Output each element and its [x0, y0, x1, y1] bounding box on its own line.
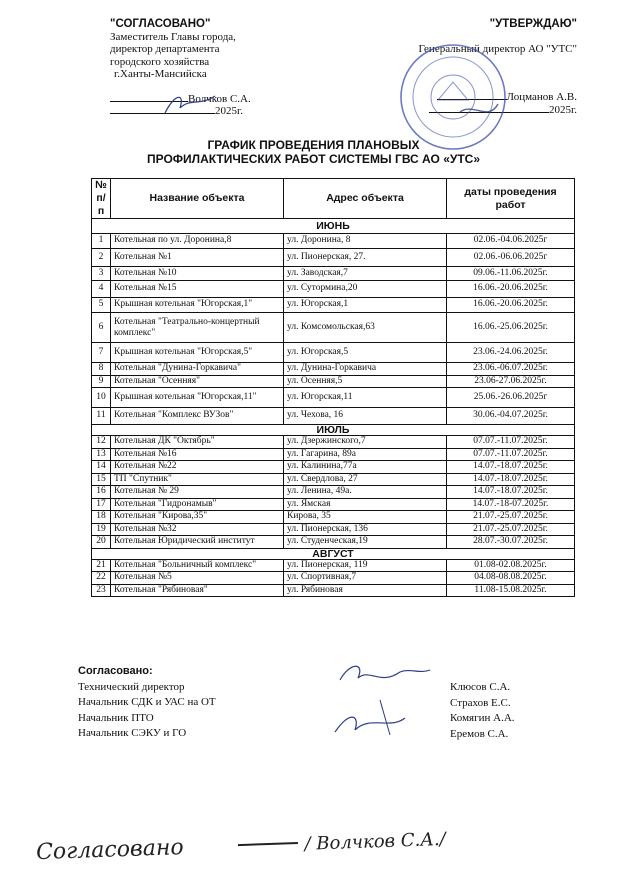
- cell-number: 7: [92, 343, 111, 363]
- approve-signer: Лоцманов А.В.: [506, 91, 577, 103]
- table-header-row: [92, 179, 575, 219]
- cell-number: 15: [92, 473, 111, 486]
- table-row: [92, 536, 575, 549]
- cell-address: ул. Югорская,11: [284, 388, 447, 408]
- month-label: ИЮНЬ: [92, 219, 575, 234]
- cell-address: ул. Сутормина,20: [284, 281, 447, 298]
- table-row: [92, 388, 575, 408]
- cell-object-name: Котельная №16: [111, 448, 284, 461]
- table-row: [92, 298, 575, 313]
- company-stamp-icon: [398, 42, 508, 152]
- cell-address: ул. Комсомольская,63: [284, 313, 447, 343]
- table-body: [92, 219, 575, 597]
- cell-dates: 14.07.-18-07.2025г.: [447, 498, 575, 511]
- cell-number: 14: [92, 461, 111, 474]
- cell-dates: 02.06.-06.06.2025г: [447, 249, 575, 267]
- table-row: [92, 375, 575, 388]
- cell-object-name: Котельная ДК "Октябрь": [111, 436, 284, 449]
- approve-year: 2025г.: [548, 103, 577, 116]
- cell-dates: 21.07.-25.07.2025г.: [447, 523, 575, 536]
- cell-object-name: Котельная "Дунина-Горкавича": [111, 363, 284, 376]
- table-row: [92, 408, 575, 425]
- cell-dates: 04.08-08.08.2025г.: [447, 572, 575, 585]
- cell-object-name: Котельная №15: [111, 281, 284, 298]
- cell-dates: 23.06.-24.06.2025г.: [447, 343, 575, 363]
- agreed-position-line4: г.Ханты-Мансийска: [114, 68, 207, 80]
- cell-number: 22: [92, 572, 111, 585]
- table-row: [92, 559, 575, 572]
- cell-address: ул. Заводская,7: [284, 267, 447, 281]
- cell-object-name: Крышная котельная "Югорская,5": [111, 343, 284, 363]
- cell-object-name: Котельная по ул. Доронина,8: [111, 234, 284, 249]
- cell-number: 23: [92, 584, 111, 597]
- agreed-date-line: [110, 105, 330, 118]
- cell-number: 3: [92, 267, 111, 281]
- cell-dates: 25.06.-26.06.2025г: [447, 388, 575, 408]
- agreed-signature-line: [110, 93, 330, 106]
- cell-number: 21: [92, 559, 111, 572]
- cell-object-name: Котельная "Больничный комплекс": [111, 559, 284, 572]
- footer-role: Начальник СЭКУ и ГО: [78, 727, 187, 739]
- cell-dates: 14.07.-18.07.2025г.: [447, 461, 575, 474]
- cell-address: ул. Спортивная,7: [284, 572, 447, 585]
- cell-number: 4: [92, 281, 111, 298]
- cell-object-name: ТП "Спутник": [111, 473, 284, 486]
- cell-dates: 07.07.-11.07.2025г.: [447, 448, 575, 461]
- schedule-table: [91, 178, 575, 597]
- footer-role: Технический директор: [78, 680, 185, 693]
- cell-dates: 16.06.-20.06.2025г.: [447, 281, 575, 298]
- cell-object-name: Котельная "Кирова,35": [111, 511, 284, 524]
- cell-address: ул. Ямская: [284, 498, 447, 511]
- cell-address: ул. Студенческая,19: [284, 536, 447, 549]
- cell-dates: 23.06-27.06.2025г.: [447, 375, 575, 388]
- table-row: [92, 267, 575, 281]
- cell-dates: 23.06.-06.07.2025г.: [447, 363, 575, 376]
- signature-mark-icon: [160, 88, 220, 118]
- agreed-year: 2025г.: [215, 105, 244, 117]
- cell-address: Кирова, 35: [284, 511, 447, 524]
- document-title: [0, 138, 627, 166]
- cell-dates: 14.07.-18.07.2025г.: [447, 473, 575, 486]
- table-row: [92, 584, 575, 597]
- handwritten-text2: / Волчков С.А./: [304, 828, 447, 855]
- table-row: [92, 249, 575, 267]
- cell-address: ул. Ленина, 49а.: [284, 486, 447, 499]
- table-row: [92, 486, 575, 499]
- footer-name: Еремов С.А.: [450, 727, 509, 740]
- cell-number: 5: [92, 298, 111, 313]
- agreed-position-line3: городского хозяйства: [110, 55, 210, 68]
- table-row: [92, 363, 575, 376]
- cell-number: 17: [92, 498, 111, 511]
- cell-number: 19: [92, 523, 111, 536]
- footer-name: Комягин А.А.: [450, 712, 515, 724]
- cell-number: 2: [92, 249, 111, 267]
- month-label: АВГУСТ: [92, 548, 575, 559]
- cell-address: ул. Югорская,1: [284, 298, 447, 313]
- title-line2: ПРОФИЛАКТИЧЕСКИХ РАБОТ СИСТЕМЫ ГВС АО «УТС»: [146, 152, 481, 166]
- cell-number: 10: [92, 388, 111, 408]
- footer-role: Начальник СДК и УАС на ОТ: [78, 696, 216, 708]
- table-row: [92, 343, 575, 363]
- month-row-june: [92, 219, 575, 234]
- table-row: [92, 234, 575, 249]
- table-row: [92, 572, 575, 585]
- cell-object-name: Котельная №1: [111, 249, 284, 267]
- table-row: [92, 461, 575, 474]
- cell-address: ул. Осенняя,5: [284, 375, 447, 388]
- footer-name: Клюсов С.А.: [450, 681, 511, 693]
- handwritten-signature-icon: [237, 842, 297, 846]
- agreed-position-line2: директор департамента: [110, 43, 220, 55]
- cell-number: 9: [92, 375, 111, 388]
- cell-number: 12: [92, 436, 111, 449]
- cell-address: ул. Чехова, 16: [284, 408, 447, 425]
- cell-address: ул. Дунина-Горкавича: [284, 363, 447, 376]
- table-row: [92, 313, 575, 343]
- table-row: [92, 473, 575, 486]
- handwritten-text1: Согласовано: [35, 835, 185, 866]
- cell-dates: 28.07.-30.07.2025г.: [447, 536, 575, 549]
- cell-dates: 30.06.-04.07.2025г.: [447, 408, 575, 425]
- cell-number: 18: [92, 511, 111, 524]
- handwritten-note: [36, 826, 446, 865]
- cell-number: 6: [92, 313, 111, 343]
- cell-number: 8: [92, 363, 111, 376]
- col-header-address: Адрес объекта: [284, 179, 447, 219]
- footer-role: Начальник ПТО: [78, 711, 154, 724]
- cell-address: ул. Югорская,5: [284, 343, 447, 363]
- cell-dates: 09.06.-11.06.2025г.: [447, 267, 575, 281]
- title-line1: ГРАФИК ПРОВЕДЕНИЯ ПЛАНОВЫХ: [207, 138, 420, 152]
- footer-names-block: [450, 680, 515, 742]
- cell-number: 1: [92, 234, 111, 249]
- cell-dates: 11.08-15.08.2025г.: [447, 584, 575, 597]
- cell-number: 11: [92, 408, 111, 425]
- cell-object-name: Котельная "Гидронамыв": [111, 498, 284, 511]
- cell-dates: 14.07.-18.07.2025г.: [447, 486, 575, 499]
- cell-object-name: Крышная котельная "Югорская,1": [111, 298, 284, 313]
- cell-address: ул. Дзержинского,7: [284, 436, 447, 449]
- month-row-july: [92, 425, 575, 436]
- cell-address: ул. Пионерская, 27.: [284, 249, 447, 267]
- cell-object-name: Котельная "Театрально-концертный комплекс": [111, 313, 284, 343]
- approve-header: "УТВЕРЖДАЮ": [489, 18, 577, 30]
- cell-object-name: Котельная №5: [111, 572, 284, 585]
- cell-address: ул. Гагарина, 89а: [284, 448, 447, 461]
- approve-position: Генеральный директор АО "УТС": [418, 42, 577, 55]
- col-header-dates: даты проведения работ: [447, 179, 575, 219]
- cell-address: ул. Свердлова, 27: [284, 473, 447, 486]
- cell-object-name: Котельная Юридический институт: [111, 536, 284, 549]
- table-row: [92, 436, 575, 449]
- month-label: ИЮЛЬ: [92, 425, 575, 436]
- table-row: [92, 448, 575, 461]
- cell-address: ул. Рябиновая: [284, 584, 447, 597]
- cell-object-name: Котельная №32: [111, 523, 284, 536]
- col-header-number: № п/п: [92, 179, 111, 219]
- footer-agreed-block: [78, 664, 216, 742]
- cell-dates: 07.07.-11.07.2025г.: [447, 436, 575, 449]
- cell-dates: 16.06.-20.06.2025г.: [447, 298, 575, 313]
- cell-dates: 02.06.-04.06.2025г: [447, 234, 575, 249]
- cell-number: 13: [92, 448, 111, 461]
- cell-address: ул. Доронина, 8: [284, 234, 447, 249]
- cell-object-name: Котельная "Осенняя": [111, 375, 284, 388]
- agreed-header: "СОГЛАСОВАНО": [110, 18, 211, 30]
- cell-dates: 01.08-02.08.2025г.: [447, 559, 575, 572]
- month-row-august: [92, 548, 575, 559]
- cell-object-name: Котельная №10: [111, 267, 284, 281]
- cell-number: 16: [92, 486, 111, 499]
- col-header-object: Название объекта: [111, 179, 284, 219]
- cell-number: 20: [92, 536, 111, 549]
- table-row: [92, 281, 575, 298]
- handwritten-gap: [191, 852, 231, 853]
- footer-signatures-icon: [330, 660, 440, 740]
- cell-object-name: Котельная №22: [111, 461, 284, 474]
- agreed-position-line1: Заместитель Главы города,: [110, 30, 236, 43]
- table-row: [92, 523, 575, 536]
- table-row: [92, 511, 575, 524]
- agreed-signer: Волчков С.А.: [188, 92, 251, 105]
- footer-name: Страхов Е.С.: [450, 696, 511, 709]
- cell-object-name: Котельная "Комплекс ВУЗов": [111, 408, 284, 425]
- cell-address: ул. Пионерская, 136: [284, 523, 447, 536]
- cell-object-name: Котельная № 29: [111, 486, 284, 499]
- cell-address: ул. Пионерская, 119: [284, 559, 447, 572]
- cell-dates: 16.06.-25.06.2025г.: [447, 313, 575, 343]
- footer-header: Согласовано:: [78, 665, 153, 677]
- approval-block-agreed: [110, 18, 330, 118]
- cell-dates: 21.07.-25.07.2025г.: [447, 511, 575, 524]
- cell-object-name: Котельная "Рябиновая": [111, 584, 284, 597]
- cell-address: ул. Калинина,77а: [284, 461, 447, 474]
- table-row: [92, 498, 575, 511]
- cell-object-name: Крышная котельная "Югорская,11": [111, 388, 284, 408]
